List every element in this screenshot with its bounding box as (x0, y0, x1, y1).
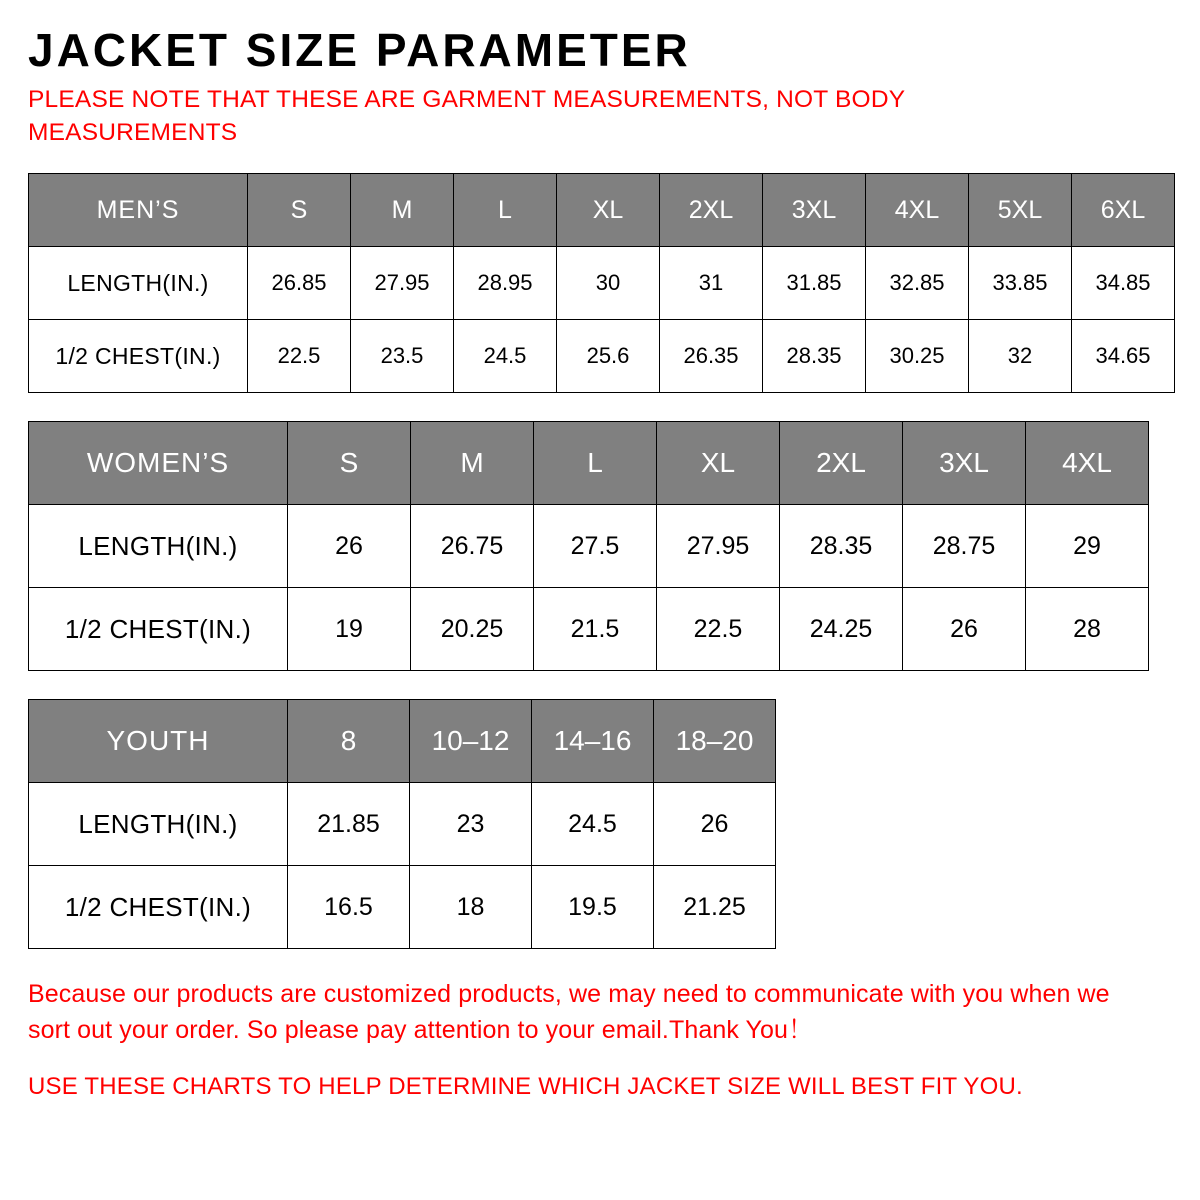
womens-length-l: 27.5 (534, 505, 657, 588)
mens-size-2xl: 2XL (660, 174, 763, 247)
table-row (29, 783, 776, 866)
youth-length-label: LENGTH(IN.) (29, 783, 288, 866)
womens-chest-s: 19 (288, 588, 411, 671)
mens-length-6xl: 34.85 (1072, 247, 1175, 320)
womens-length-3xl: 28.75 (903, 505, 1026, 588)
table-row (29, 505, 1149, 588)
table-row (29, 320, 1175, 393)
womens-chest-2xl: 24.25 (780, 588, 903, 671)
footer-notes (28, 977, 1148, 1104)
youth-chest-label: 1/2 CHEST(IN.) (29, 866, 288, 949)
youth-size-10-12: 10–12 (410, 700, 532, 783)
table-header-row (29, 422, 1149, 505)
mens-length-2xl: 31 (660, 247, 763, 320)
youth-length-14-16: 24.5 (532, 783, 654, 866)
table-row (29, 247, 1175, 320)
youth-length-18-20: 26 (654, 783, 776, 866)
womens-size-3xl: 3XL (903, 422, 1026, 505)
youth-size-table (28, 699, 776, 949)
footer-note-customized: Because our products are customized products, we may need to communicate with you when we sort out your order. So please pay attention to your email.Thank You！ (28, 980, 1110, 1044)
mens-chest-5xl: 32 (969, 320, 1072, 393)
page-title: JACKET SIZE PARAMETER (28, 24, 691, 76)
mens-chest-m: 23.5 (351, 320, 454, 393)
youth-length-8: 21.85 (288, 783, 410, 866)
youth-chest-14-16: 19.5 (532, 866, 654, 949)
mens-length-label: LENGTH(IN.) (29, 247, 248, 320)
youth-chest-18-20: 21.25 (654, 866, 776, 949)
mens-size-xl: XL (557, 174, 660, 247)
mens-length-4xl: 32.85 (866, 247, 969, 320)
womens-chest-3xl: 26 (903, 588, 1026, 671)
mens-chest-4xl: 30.25 (866, 320, 969, 393)
womens-size-2xl: 2XL (780, 422, 903, 505)
mens-chest-2xl: 26.35 (660, 320, 763, 393)
mens-chest-s: 22.5 (248, 320, 351, 393)
womens-size-m: M (411, 422, 534, 505)
footer-note-usage: USE THESE CHARTS TO HELP DETERMINE WHICH JACKET SIZE WILL BEST FIT YOU. (28, 1073, 1023, 1101)
womens-chest-label: 1/2 CHEST(IN.) (29, 588, 288, 671)
womens-chest-m: 20.25 (411, 588, 534, 671)
womens-size-xl: XL (657, 422, 780, 505)
womens-chest-l: 21.5 (534, 588, 657, 671)
mens-size-s: S (248, 174, 351, 247)
womens-size-s: S (288, 422, 411, 505)
table-header-row (29, 700, 776, 783)
mens-chest-label: 1/2 CHEST(IN.) (29, 320, 248, 393)
womens-size-table (28, 421, 1149, 671)
womens-length-2xl: 28.35 (780, 505, 903, 588)
womens-chest-4xl: 28 (1026, 588, 1149, 671)
mens-size-l: L (454, 174, 557, 247)
youth-chest-10-12: 18 (410, 866, 532, 949)
mens-chest-xl: 25.6 (557, 320, 660, 393)
womens-chest-xl: 22.5 (657, 588, 780, 671)
mens-size-3xl: 3XL (763, 174, 866, 247)
table-row (29, 866, 776, 949)
youth-size-14-16: 14–16 (532, 700, 654, 783)
youth-size-8: 8 (288, 700, 410, 783)
mens-chest-6xl: 34.65 (1072, 320, 1175, 393)
womens-size-l: L (534, 422, 657, 505)
table-header-row (29, 174, 1175, 247)
mens-size-table (28, 173, 1175, 393)
mens-length-l: 28.95 (454, 247, 557, 320)
mens-size-5xl: 5XL (969, 174, 1072, 247)
measurement-note: PLEASE NOTE THAT THESE ARE GARMENT MEASUREMENTS, NOT BODY MEASUREMENTS (28, 86, 905, 146)
mens-length-xl: 30 (557, 247, 660, 320)
mens-length-3xl: 31.85 (763, 247, 866, 320)
womens-length-m: 26.75 (411, 505, 534, 588)
mens-length-5xl: 33.85 (969, 247, 1072, 320)
youth-chest-8: 16.5 (288, 866, 410, 949)
womens-length-label: LENGTH(IN.) (29, 505, 288, 588)
mens-size-6xl: 6XL (1072, 174, 1175, 247)
womens-length-4xl: 29 (1026, 505, 1149, 588)
youth-size-18-20: 18–20 (654, 700, 776, 783)
mens-chest-l: 24.5 (454, 320, 557, 393)
mens-size-4xl: 4XL (866, 174, 969, 247)
mens-length-m: 27.95 (351, 247, 454, 320)
mens-size-m: M (351, 174, 454, 247)
womens-length-s: 26 (288, 505, 411, 588)
womens-header-label: WOMEN’S (29, 422, 288, 505)
womens-size-4xl: 4XL (1026, 422, 1149, 505)
womens-length-xl: 27.95 (657, 505, 780, 588)
mens-length-s: 26.85 (248, 247, 351, 320)
mens-header-label: MEN’S (29, 174, 248, 247)
table-row (29, 588, 1149, 671)
youth-header-label: YOUTH (29, 700, 288, 783)
youth-length-10-12: 23 (410, 783, 532, 866)
mens-chest-3xl: 28.35 (763, 320, 866, 393)
